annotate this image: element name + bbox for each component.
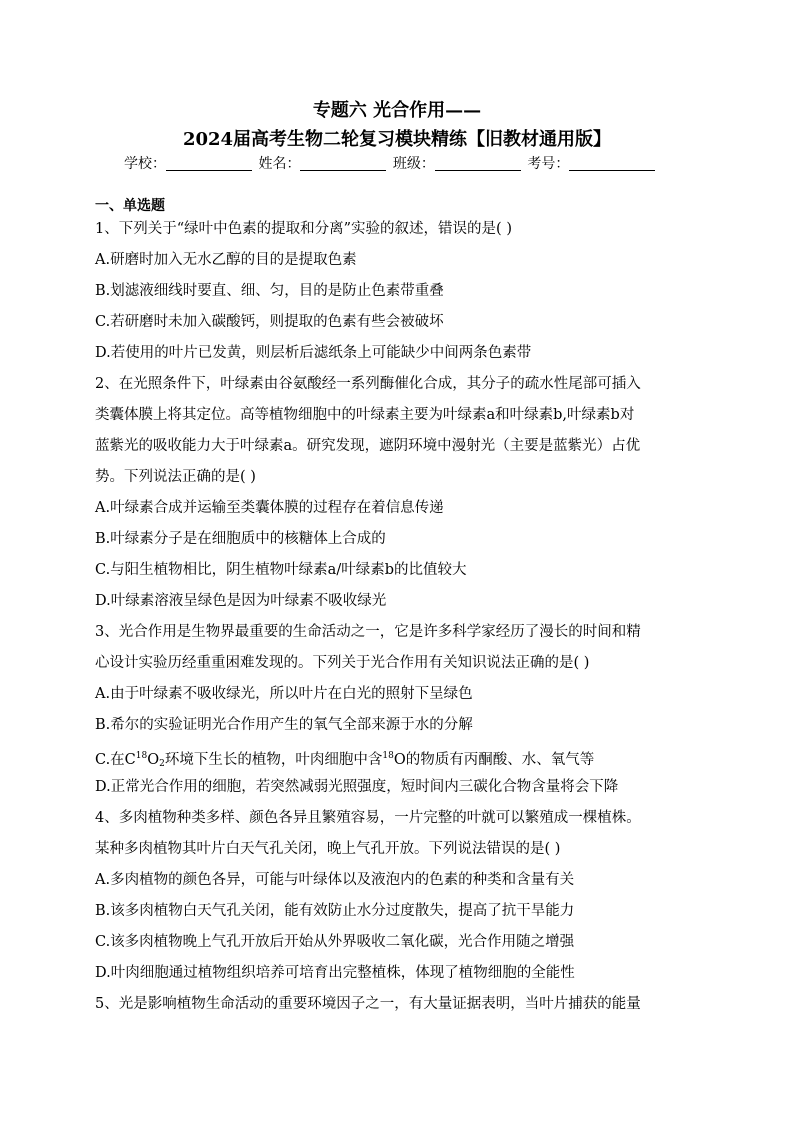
section-title: 一、单选题 bbox=[95, 198, 165, 214]
name-blank[interactable] bbox=[300, 156, 386, 171]
school-blank[interactable] bbox=[166, 156, 252, 171]
q2-option-d: D.叶绿素溶液呈绿色是因为叶绿素不吸收绿光 bbox=[95, 593, 387, 609]
q2-stem-line3: 蓝紫光的吸收能力大于叶绿素a。研究发现，遮阴环境中漫射光（主要是蓝紫光）占优 bbox=[95, 438, 641, 454]
q4-option-c: C.该多肉植物晚上气孔开放后开始从外界吸收二氧化碳，光合作用随之增强 bbox=[95, 934, 575, 950]
question-list bbox=[95, 214, 711, 1020]
student-info-row bbox=[124, 154, 684, 174]
q1-option-b: B.划滤液细线时要直、细、匀，目的是防止色素带重叠 bbox=[95, 283, 444, 299]
q5-stem-line1: 5、光是影响植物生命活动的重要环境因子之一，有大量证据表明，当叶片捕获的能量 bbox=[95, 996, 641, 1012]
q2-stem-line2: 类囊体膜上将其定位。高等植物细胞中的叶绿素主要为叶绿素a和叶绿素b,叶绿素b对 bbox=[95, 407, 635, 423]
class-blank[interactable] bbox=[435, 156, 521, 171]
q2-option-a: A.叶绿素合成并运输至类囊体膜的过程存在着信息传递 bbox=[95, 500, 444, 516]
q4-stem-line1: 4、多肉植物种类多样、颜色各异且繁殖容易，一片完整的叶就可以繁殖成一棵植株。 bbox=[95, 810, 641, 826]
q3-c-sup1: 18 bbox=[135, 751, 148, 761]
q3-c-sup2: 18 bbox=[382, 751, 394, 761]
q3-c-mid2: 环境下生长的植物，叶肉细胞中含 bbox=[164, 752, 383, 768]
page-title-line2: 2024届高考生物二轮复习模块精练【旧教材通用版】 bbox=[182, 129, 612, 150]
q3-option-c bbox=[95, 741, 711, 772]
name-label: 姓名： bbox=[258, 156, 301, 172]
exam-number-label: 考号： bbox=[527, 156, 570, 172]
q4-option-b: B.该多肉植物白天气孔关闭，能有效防止水分过度散失，提高了抗干旱能力 bbox=[95, 903, 575, 919]
q1-option-a: A.研磨时加入无水乙醇的目的是提取色素 bbox=[95, 252, 357, 268]
q2-option-b: B.叶绿素分子是在细胞质中的核糖体上合成的 bbox=[95, 531, 386, 547]
school-label: 学校： bbox=[124, 156, 166, 172]
page-title-line1: 专题六 光合作用—— bbox=[312, 100, 482, 121]
q1-option-d: D.若使用的叶片已发黄，则层析后滤纸条上可能缺少中间两条色素带 bbox=[95, 345, 532, 361]
q3-c-post: O的物质有丙酮酸、水、氧气等 bbox=[393, 752, 595, 768]
q3-option-d: D.正常光合作用的细胞，若突然减弱光照强度，短时间内三碳化合物含量将会下降 bbox=[95, 779, 619, 795]
q4-option-a: A.多肉植物的颜色各异，可能与叶绿体以及液泡内的色素的种类和含量有关 bbox=[95, 872, 575, 888]
q1-option-c: C.若研磨时未加入碳酸钙，则提取的色素有些会被破坏 bbox=[95, 314, 444, 330]
q3-stem-line2: 心设计实验历经重重困难发现的。下列关于光合作用有关知识说法正确的是( ) bbox=[95, 655, 590, 671]
q3-c-sub: 2 bbox=[159, 759, 165, 769]
class-label: 班级： bbox=[392, 156, 435, 172]
q1-stem: 1、下列关于“绿叶中色素的提取和分离”实验的叙述，错误的是( ) bbox=[95, 221, 512, 237]
q3-option-b: B.希尔的实验证明光合作用产生的氧气全部来源于水的分解 bbox=[95, 717, 473, 733]
q3-stem-line1: 3、光合作用是生物界最重要的生命活动之一，它是许多科学家经历了漫长的时间和精 bbox=[95, 624, 641, 640]
q2-stem-line1: 2、在光照条件下，叶绿素由谷氨酸经一系列酶催化合成，其分子的疏水性尾部可插入 bbox=[95, 376, 641, 392]
q2-stem-line4: 势。下列说法正确的是( ) bbox=[95, 469, 256, 485]
q3-c-pre: C.在C bbox=[95, 752, 136, 768]
exam-number-blank[interactable] bbox=[569, 156, 655, 171]
q2-option-c: C.与阳生植物相比，阴生植物叶绿素a/叶绿素b的比值较大 bbox=[95, 562, 467, 578]
q4-option-d: D.叶肉细胞通过植物组织培养可培育出完整植株，体现了植物细胞的全能性 bbox=[95, 965, 575, 981]
q4-stem-line2: 某种多肉植物其叶片白天气孔关闭，晚上气孔开放。下列说法错误的是( ) bbox=[95, 841, 561, 857]
q3-option-a: A.由于叶绿素不吸收绿光，所以叶片在白光的照射下呈绿色 bbox=[95, 686, 473, 702]
q3-c-mid1: O bbox=[147, 752, 160, 768]
